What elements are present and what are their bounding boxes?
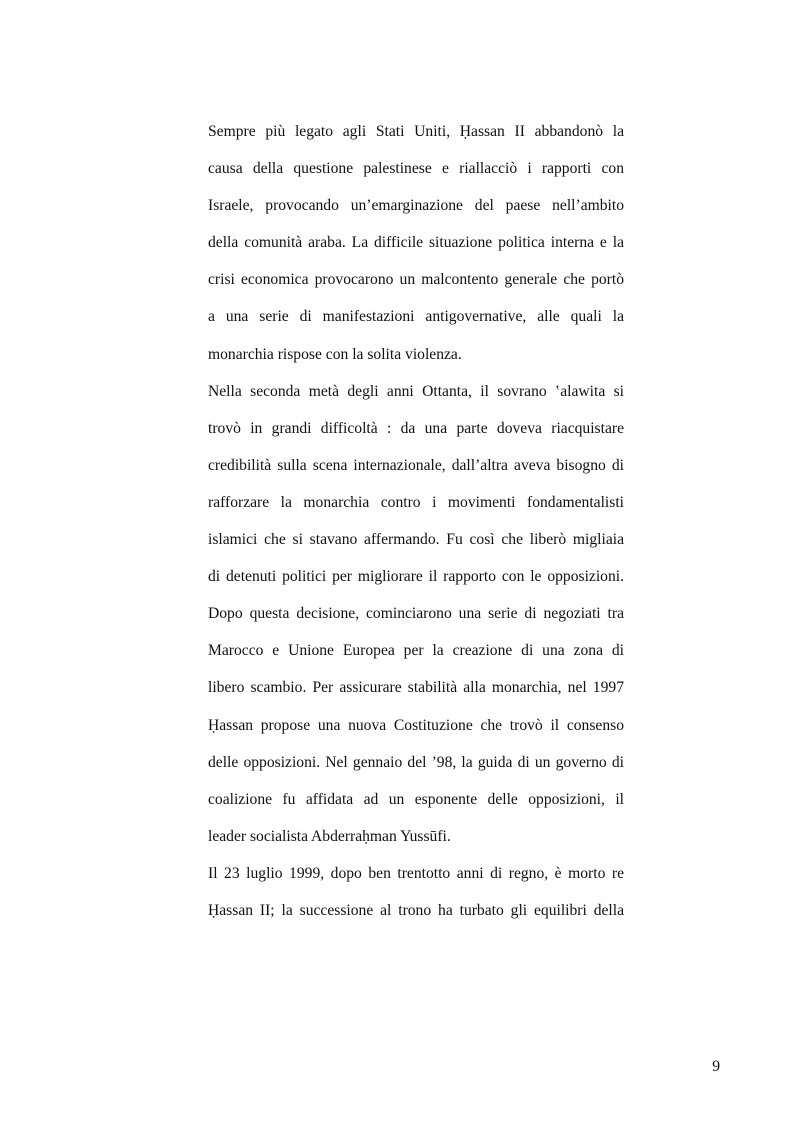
text-line: della comunità araba. La difficile situazione politica interna e la <box>208 234 624 252</box>
paragraph-1 <box>208 119 624 379</box>
text-line: Israele, provocando un’emarginazione del paese nell’ambito <box>208 197 624 215</box>
text-line: Sempre più legato agli Stati Uniti, Ḥassan II abbandonò la <box>208 123 624 140</box>
text-line: rafforzare la monarchia contro i movimenti fondamentalisti <box>208 493 624 511</box>
text-line: Nella seconda metà degli anni Ottanta, il sovrano ‛alawita si <box>208 382 624 400</box>
text-line: Il 23 luglio 1999, dopo ben trentotto anni di regno, è morto re <box>208 864 624 882</box>
paragraph-2 <box>208 379 624 861</box>
text-line: libero scambio. Per assicurare stabilità alla monarchia, nel 1997 <box>208 679 624 697</box>
text-line: monarchia rispose con la solita violenza. <box>208 345 462 363</box>
text-line: Dopo questa decisione, cominciarono una serie di negoziati tra <box>208 605 624 623</box>
text-line: Ḥassan II; la successione al trono ha turbato gli equilibri della <box>208 901 624 919</box>
text-line: a una serie di manifestazioni antigovernative, alle quali la <box>208 308 624 326</box>
text-line: di detenuti politici per migliorare il rapporto con le opposizioni. <box>208 568 624 586</box>
text-line: Ḥassan propose una nuova Costituzione che trovò il consenso <box>208 716 624 734</box>
text-line: leader socialista Abderraḥman Yussūfi. <box>208 827 451 845</box>
text-line: causa della questione palestinese e riallacciò i rapporti con <box>208 160 624 178</box>
page-number: 9 <box>712 1058 720 1075</box>
text-line: islamici che si stavano affermando. Fu così che liberò migliaia <box>208 531 624 549</box>
text-line: crisi economica provocarono un malcontento generale che portò <box>208 271 624 289</box>
text-line: credibilità sulla scena internazionale, dall’altra aveva bisogno di <box>208 456 624 474</box>
text-line: trovò in grandi difficoltà : da una parte doveva riacquistare <box>208 419 624 437</box>
paragraph-3 <box>208 861 624 935</box>
text-line: Marocco e Unione Europea per la creazione di una zona di <box>208 642 624 660</box>
text-line: delle opposizioni. Nel gennaio del ’98, la guida di un governo di <box>208 753 624 771</box>
text-line: coalizione fu affidata ad un esponente delle opposizioni, il <box>208 790 624 808</box>
body-text <box>208 119 624 935</box>
